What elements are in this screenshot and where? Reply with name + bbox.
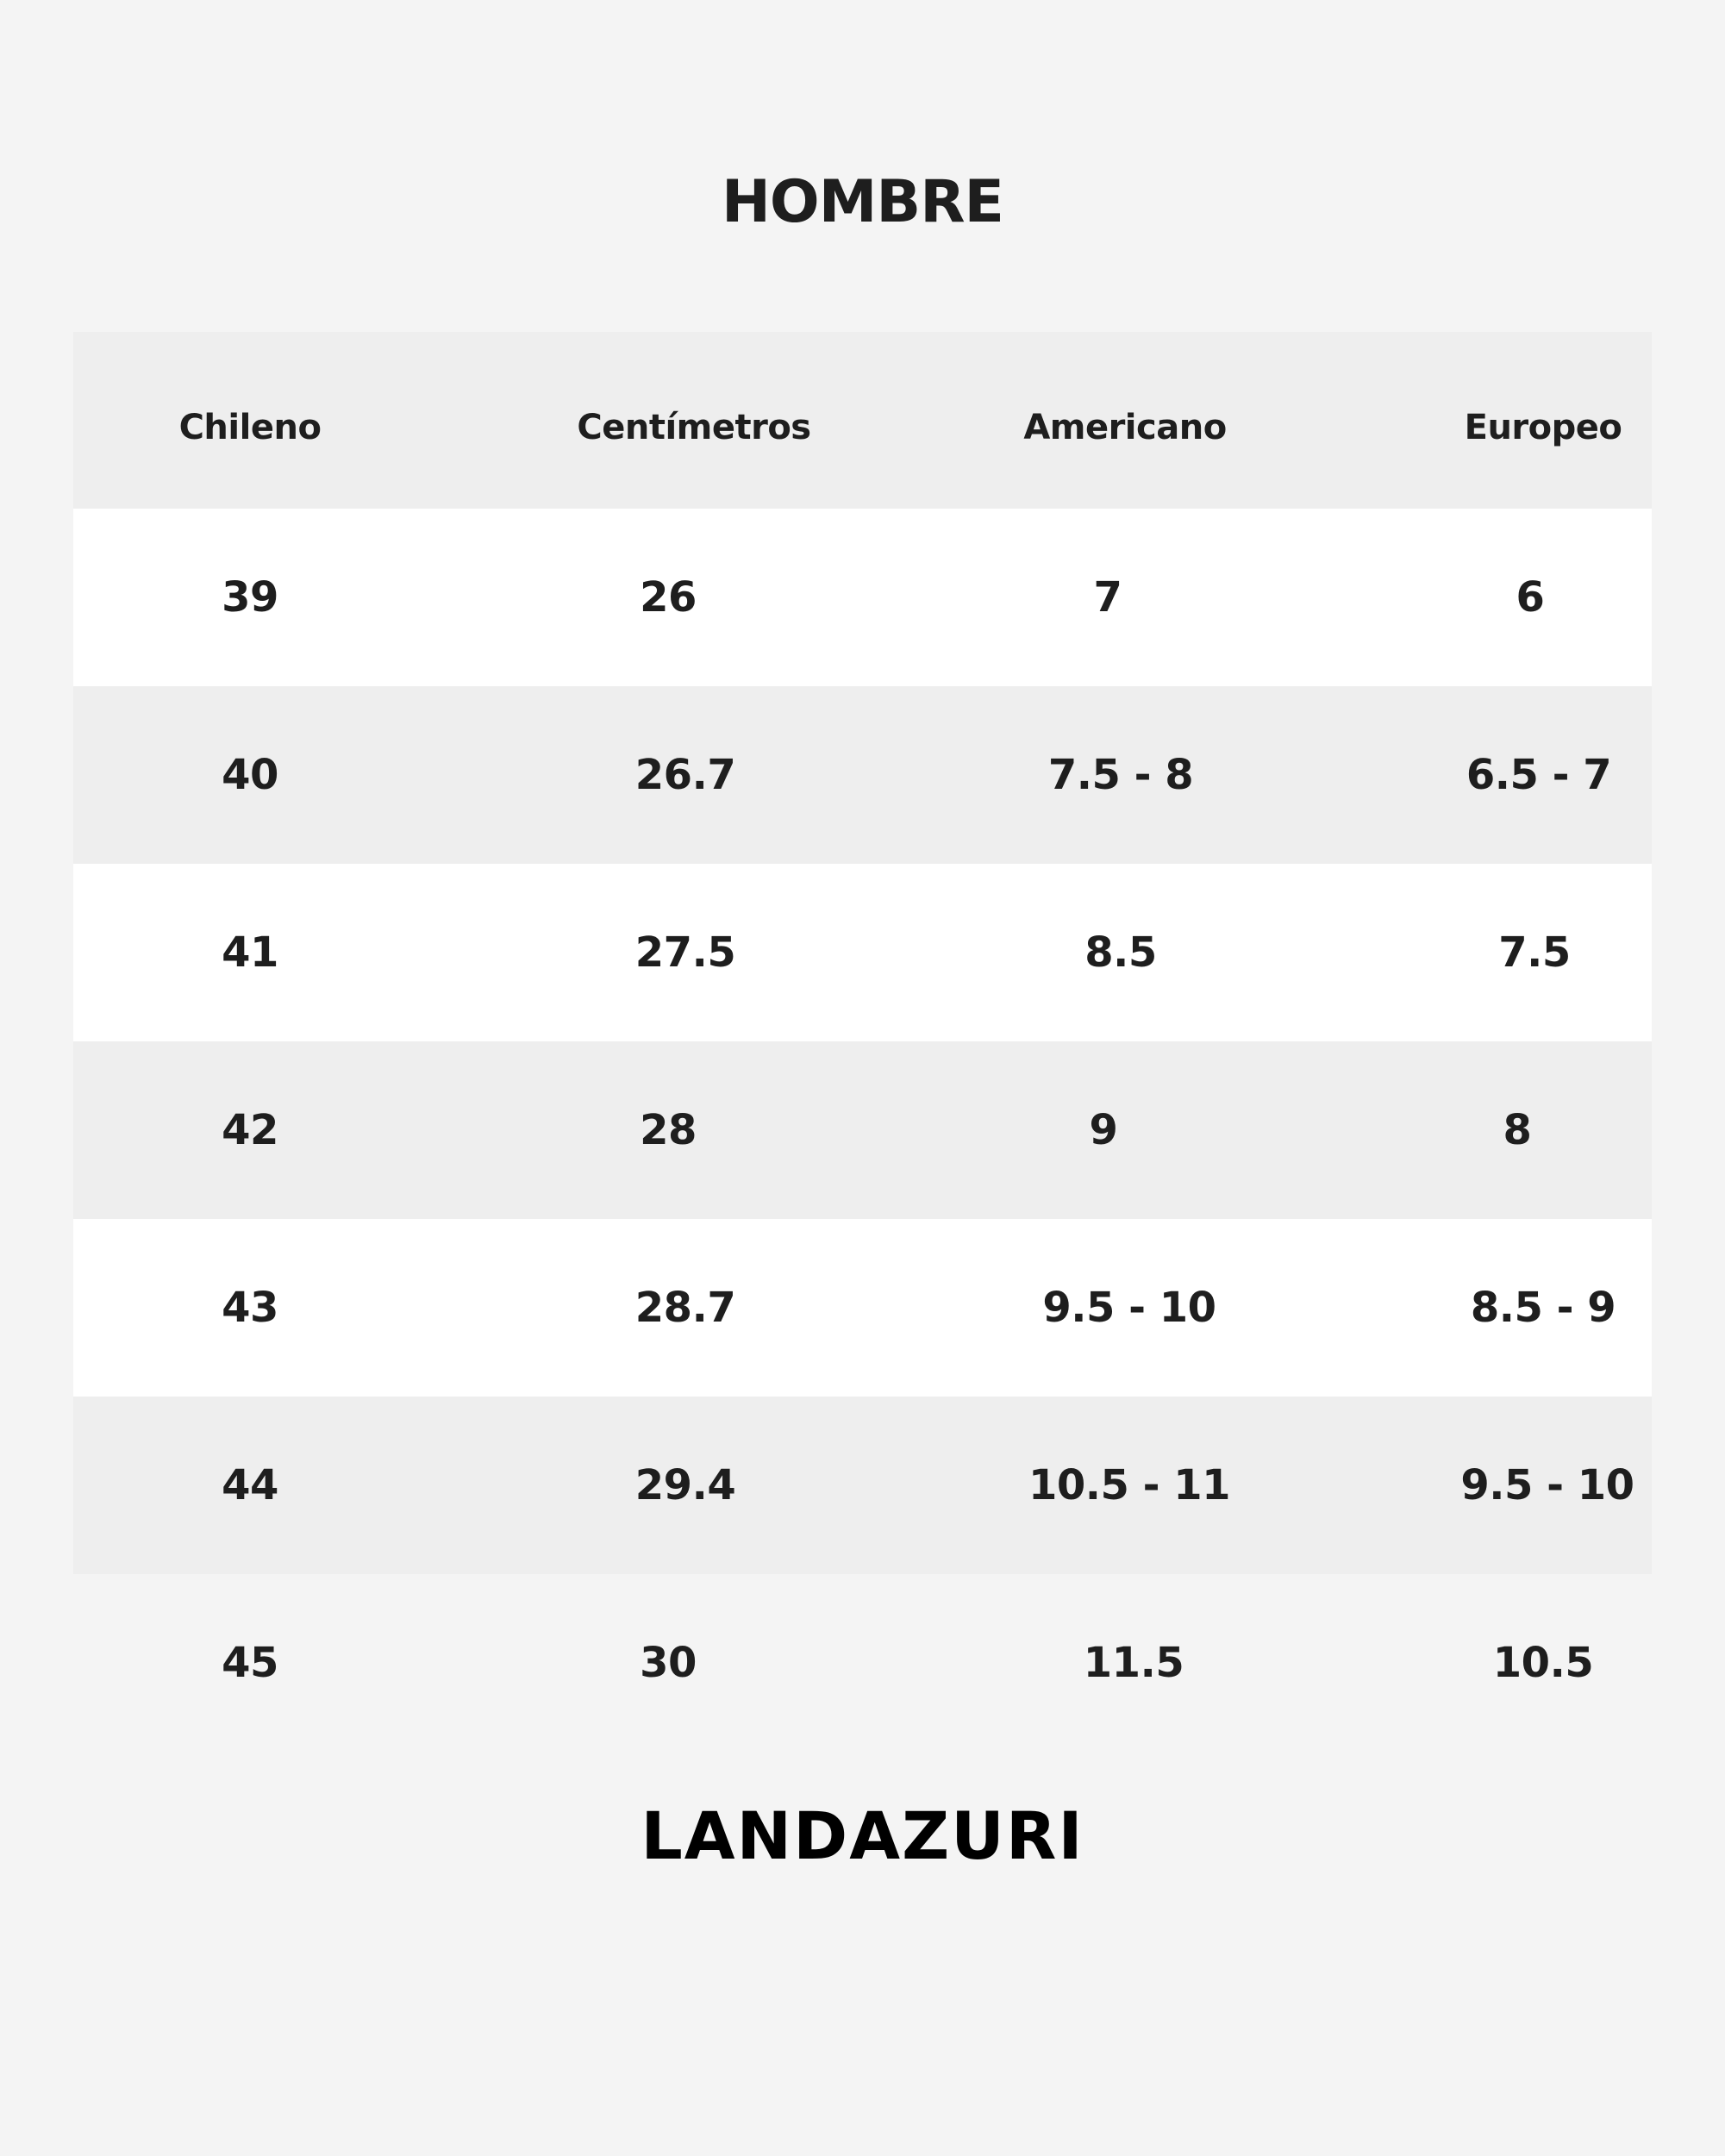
size-chart-table	[73, 332, 1652, 1752]
cell-europeo: 8.5 - 9	[1470, 1284, 1616, 1332]
column-header-americano: Americano	[1023, 407, 1227, 447]
cell-centimetros: 29.4	[634, 1461, 736, 1509]
cell-centimetros: 27.5	[634, 928, 736, 977]
cell-americano: 9	[1089, 1106, 1118, 1154]
cell-centimetros: 30	[640, 1639, 697, 1687]
cell-chileno: 43	[222, 1284, 278, 1332]
cell-europeo: 8	[1503, 1106, 1532, 1154]
cell-americano: 7.5 - 8	[1047, 751, 1194, 799]
cell-americano: 7	[1093, 573, 1122, 622]
cell-chileno: 40	[222, 751, 278, 799]
cell-chileno: 41	[222, 928, 278, 977]
cell-centimetros: 28	[640, 1106, 697, 1154]
cell-europeo: 6.5 - 7	[1466, 751, 1612, 799]
column-header-centimetros: Centímetros	[577, 407, 811, 447]
cell-americano: 9.5 - 10	[1042, 1284, 1216, 1332]
cell-chileno: 45	[222, 1639, 278, 1687]
cell-americano: 8.5	[1084, 928, 1157, 977]
cell-americano: 10.5 - 11	[1028, 1461, 1231, 1509]
page-title: HOMBRE	[721, 168, 1004, 236]
cell-europeo: 10.5	[1492, 1639, 1594, 1687]
cell-europeo: 6	[1516, 573, 1545, 622]
table-row	[73, 509, 1652, 686]
table-row	[73, 1397, 1652, 1574]
cell-chileno: 42	[222, 1106, 278, 1154]
table-row	[73, 864, 1652, 1041]
cell-centimetros: 28.7	[634, 1284, 736, 1332]
table-row	[73, 1219, 1652, 1397]
table-header-row	[73, 332, 1652, 509]
cell-chileno: 39	[222, 573, 278, 622]
cell-centimetros: 26	[640, 573, 697, 622]
cell-chileno: 44	[222, 1461, 278, 1509]
cell-europeo: 7.5	[1498, 928, 1571, 977]
table-row	[73, 1574, 1652, 1752]
cell-centimetros: 26.7	[634, 751, 736, 799]
column-header-chileno: Chileno	[178, 407, 322, 447]
brand-logo: LANDAZURI	[641, 1797, 1084, 1874]
cell-americano: 11.5	[1083, 1639, 1184, 1687]
cell-europeo: 9.5 - 10	[1460, 1461, 1634, 1509]
table-row	[73, 686, 1652, 864]
column-header-europeo: Europeo	[1464, 407, 1622, 447]
table-row	[73, 1041, 1652, 1219]
